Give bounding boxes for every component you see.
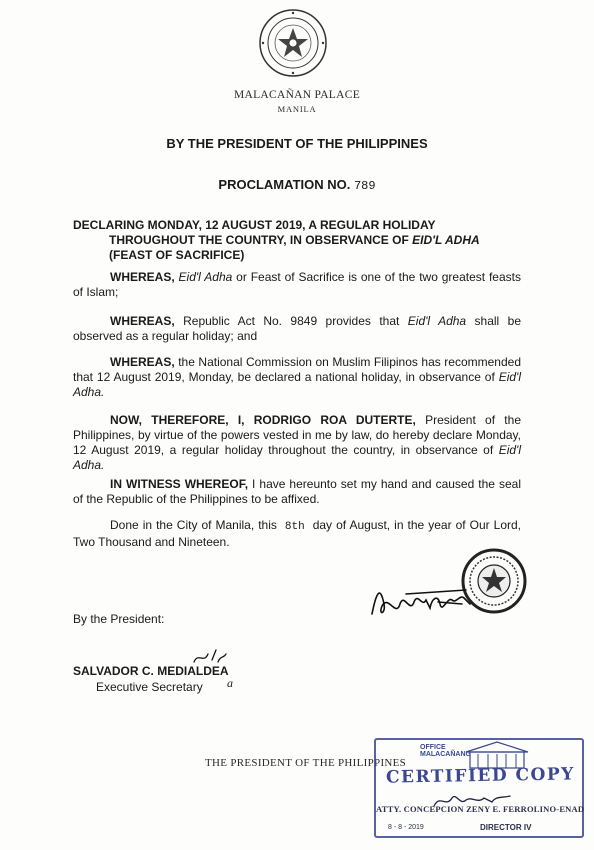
footer-letterhead: THE PRESIDENT OF THE PHILIPPINES bbox=[205, 757, 407, 769]
p2-text-a: Republic Act No. 9849 provides that bbox=[183, 314, 400, 328]
proclamation-number bbox=[0, 177, 594, 193]
president-signature-icon bbox=[366, 574, 516, 624]
p3-lead: WHEREAS, bbox=[110, 355, 175, 369]
p1-emphasis: Eid'l Adha bbox=[178, 270, 233, 284]
p1-lead: WHEREAS, bbox=[110, 270, 175, 284]
p3-emphasis: Eid'l Adha. bbox=[73, 370, 521, 399]
stamp-signer: ATTY. CONCEPCION ZENY E. FERROLINO-ENAD bbox=[376, 804, 585, 814]
stamp-office-text: OFFICE bbox=[420, 744, 446, 751]
certified-copy-label: CERTIFIED COPY bbox=[385, 764, 575, 788]
certified-copy-stamp bbox=[370, 734, 590, 842]
p2-emphasis: Eid'l Adha bbox=[407, 314, 467, 328]
witness-paragraph bbox=[73, 477, 521, 507]
whereas-paragraph-1 bbox=[73, 270, 521, 300]
p4-text: President of the Philippines, by virtue of the powers vested in me by law, do hereby declare Monday, 12 August 2019, a regular holiday throughout the country, in observance of bbox=[73, 413, 521, 457]
done-paragraph bbox=[73, 518, 521, 550]
secretary-initial: a bbox=[227, 676, 233, 690]
p2-lead: WHEREAS, bbox=[110, 314, 175, 328]
stamp-palace-text: MALACAÑANG bbox=[420, 751, 471, 758]
secretary-name: SALVADOR C. MEDIALDEA bbox=[73, 664, 229, 678]
by-the-president-label: By the President: bbox=[73, 612, 165, 626]
p5-text: I have hereunto set my hand and caused the seal of the Republic of the Philippines to be affixed. bbox=[73, 477, 521, 506]
stamp-date: 8 - 8 - 2019 bbox=[388, 824, 424, 831]
declaration-paragraph bbox=[73, 413, 521, 473]
presidential-seal-icon bbox=[258, 8, 328, 78]
palace-name: MALACAÑAN PALACE bbox=[233, 89, 361, 101]
subject-line-2 bbox=[73, 233, 521, 248]
p5-lead: IN WITNESS WHEREOF, bbox=[110, 477, 249, 491]
whereas-paragraph-3 bbox=[73, 355, 521, 400]
document-heading: BY THE PRESIDENT OF THE PHILIPPINES bbox=[166, 136, 428, 151]
subject-line-3: (FEAST OF SACRIFICE) bbox=[109, 248, 245, 262]
subject-line-1: DECLARING MONDAY, 12 AUGUST 2019, A REGULAR HOLIDAY bbox=[73, 218, 436, 232]
p3-text: the National Commission on Muslim Filipinos has recommended that 12 August 2019, Monday, be declared a national holiday, in observance of bbox=[73, 355, 521, 384]
stamp-role: DIRECTOR IV bbox=[480, 823, 532, 832]
secretary-title: Executive Secretary bbox=[96, 680, 203, 694]
proclamation-label: PROCLAMATION NO. bbox=[218, 177, 351, 192]
proclamation-subject bbox=[73, 218, 521, 263]
subject-eid-emphasis: EID'L ADHA bbox=[412, 233, 480, 247]
p1-text: or Feast of Sacrifice is one of the two greatest feasts of Islam; bbox=[73, 270, 521, 299]
proclamation-value: 789 bbox=[353, 179, 376, 193]
p4-lead: NOW, THEREFORE, I, RODRIGO ROA DUTERTE, bbox=[110, 413, 416, 427]
p6-text-b: day of August, in the year of Our Lord, Two Thousand and Nineteen. bbox=[73, 518, 521, 549]
signing-day: 8th bbox=[284, 521, 305, 533]
p2-text-b: shall be observed as a regular holiday; and bbox=[73, 314, 522, 343]
p4-emphasis: Eid'l Adha. bbox=[73, 443, 521, 472]
whereas-paragraph-2 bbox=[73, 314, 521, 344]
subject-line-2-text: THROUGHOUT THE COUNTRY, IN OBSERVANCE OF bbox=[109, 233, 413, 247]
p6-text-a: Done in the City of Manila, this bbox=[110, 518, 277, 532]
palace-city: MANILA bbox=[277, 104, 317, 114]
